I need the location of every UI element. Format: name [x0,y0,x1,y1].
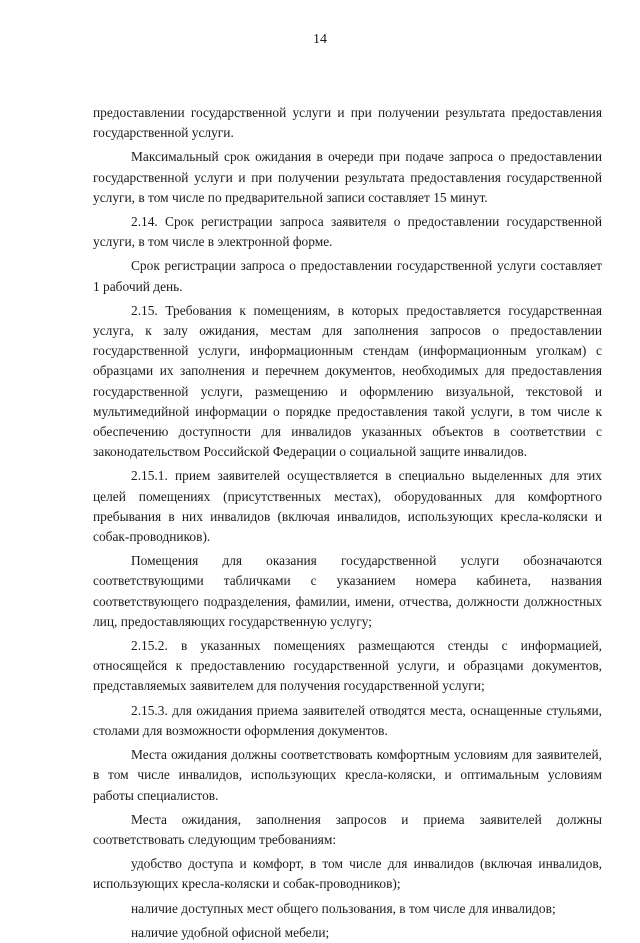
body-paragraph: Места ожидания должны соответствовать комфортным условиям для заявителей, в том числе инвалидов, использующих кресла-коляски, и оптимальным условиям работы специалистов. [93,747,602,803]
body-paragraph: наличие удобной офисной мебели; [131,924,330,940]
body-paragraph: наличие доступных мест общего пользования, в том числе для инвалидов; [131,900,556,916]
page-number: 14 [313,32,327,47]
document-body [93,103,602,943]
body-paragraph: Срок регистрации запроса о предоставлении государственной услуги составляет 1 рабочий день. [93,258,602,294]
body-paragraph: Места ожидания, заполнения запросов и приема заявителей должны соответствовать следующим требованиям: [93,811,602,847]
body-paragraph: 2.14. Срок регистрации запроса заявителя о предоставлении государственной услуги, в том числе в электронной форме. [93,214,602,250]
body-paragraph: Максимальный срок ожидания в очереди при подаче запроса о предоставлении государственной услуги и при получении результата предоставления государственной услуги, в том числе по предварительной записи составляет 15 минут. [93,149,602,205]
body-paragraph: Помещения для оказания государственной услуги обозначаются соответствующими табличками с указанием номера кабинета, названия соответствующего подразделения, фамилии, имени, отчества, должности должностных лиц, предоставляющих государственную услугу; [93,553,602,629]
body-paragraph: предоставлении государственной услуги и при получении результата предоставления государственной услуги. [93,105,602,141]
body-paragraph: удобство доступа и комфорт, в том числе для инвалидов (включая инвалидов, использующих кресла-коляски и собак-проводников); [93,856,602,892]
body-paragraph: 2.15.2. в указанных помещениях размещаются стенды с информацией, относящейся к предоставлению государственной услуги, и образцами документов, представляемых заявителем для получения государственной услуги; [93,638,602,694]
body-paragraph: 2.15.1. прием заявителей осуществляется в специально выделенных для этих целей помещениях (присутственных местах), оборудованных для комфортного пребывания в них инвалидов (включая инвалидов, использующих кресла-коляски и собак-проводников). [93,468,602,545]
body-paragraph: 2.15. Требования к помещениям, в которых предоставляется государственная услуга, к залу ожидания, местам для заполнения запросов о предоставлении государственной услуги, информационным стендам (информационным уголкам) с образцами их заполнения и перечнем документов, необходимых для предоставления государственной услуги, размещению и оформлению визуальной, текстовой и мультимедийной информации о порядке предоставления такой услуги, в том числе к обеспечению доступности для инвалидов указанных объектов в соответствии с законодательством Российской Федерации о социальной защите инвалидов. [93,302,602,460]
body-paragraph: 2.15.3. для ожидания приема заявителей отводятся места, оснащенные стульями, столами для возможности оформления документов. [93,702,602,738]
